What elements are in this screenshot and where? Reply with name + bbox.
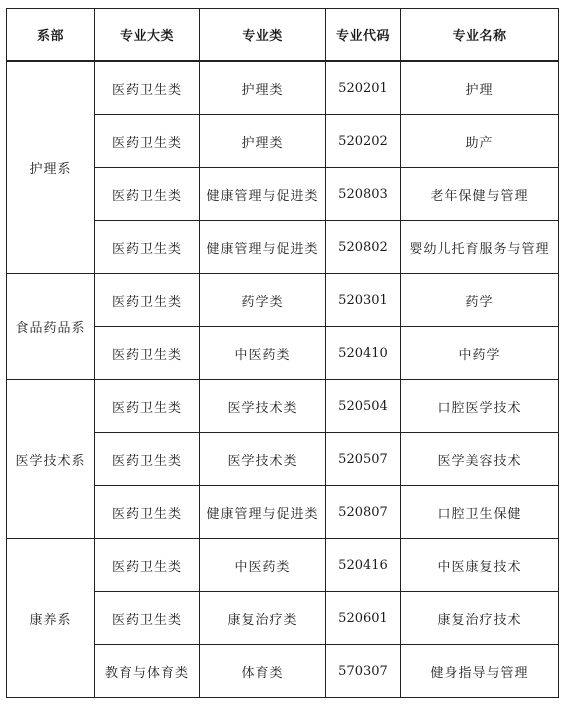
category-cell: 医药卫生类 [95,380,200,433]
category-cell: 医药卫生类 [95,433,200,486]
major-name-cell: 老年保健与管理 [401,168,559,221]
major-name-cell: 婴幼儿托育服务与管理 [401,221,559,274]
code-cell: 520202 [326,115,401,168]
category-cell: 医药卫生类 [95,274,200,327]
code-cell: 520504 [326,380,401,433]
category-cell: 教育与体育类 [95,645,200,698]
code-cell: 520507 [326,433,401,486]
category-cell: 医药卫生类 [95,327,200,380]
code-cell: 520201 [326,61,401,115]
code-cell: 520301 [326,274,401,327]
category-cell: 医药卫生类 [95,592,200,645]
code-cell: 520410 [326,327,401,380]
major-name-cell: 医学美容技术 [401,433,559,486]
table-container [6,8,559,698]
class-cell: 护理类 [200,61,326,115]
class-cell: 康复治疗类 [200,592,326,645]
header-row [7,9,559,62]
code-cell: 520803 [326,168,401,221]
category-cell: 医药卫生类 [95,115,200,168]
table-row [7,61,559,115]
category-cell: 医药卫生类 [95,61,200,115]
category-cell: 医药卫生类 [95,221,200,274]
category-cell: 医药卫生类 [95,168,200,221]
class-cell: 健康管理与促进类 [200,168,326,221]
code-cell: 520416 [326,539,401,592]
department-cell: 护理系 [7,61,95,274]
major-name-cell: 健身指导与管理 [401,645,559,698]
class-cell: 药学类 [200,274,326,327]
class-cell: 健康管理与促进类 [200,221,326,274]
major-name-cell: 助产 [401,115,559,168]
code-cell: 520601 [326,592,401,645]
header-name: 专业名称 [401,9,559,62]
code-cell: 520802 [326,221,401,274]
class-cell: 健康管理与促进类 [200,486,326,539]
class-cell: 中医药类 [200,327,326,380]
major-name-cell: 口腔医学技术 [401,380,559,433]
major-name-cell: 康复治疗技术 [401,592,559,645]
table-row [7,274,559,327]
header-code: 专业代码 [326,9,401,62]
class-cell: 中医药类 [200,539,326,592]
department-cell: 医学技术系 [7,380,95,539]
major-name-cell: 中医康复技术 [401,539,559,592]
class-cell: 医学技术类 [200,433,326,486]
table-row [7,539,559,592]
table-row [7,380,559,433]
class-cell: 医学技术类 [200,380,326,433]
department-cell: 食品药品系 [7,274,95,380]
class-cell: 体育类 [200,645,326,698]
code-cell: 570307 [326,645,401,698]
category-cell: 医药卫生类 [95,486,200,539]
major-name-cell: 中药学 [401,327,559,380]
table-body [7,61,559,698]
major-table [6,8,559,698]
major-name-cell: 护理 [401,61,559,115]
class-cell: 护理类 [200,115,326,168]
header-department: 系部 [7,9,95,62]
header-category: 专业大类 [95,9,200,62]
major-name-cell: 药学 [401,274,559,327]
department-cell: 康养系 [7,539,95,698]
major-name-cell: 口腔卫生保健 [401,486,559,539]
header-class: 专业类 [200,9,326,62]
category-cell: 医药卫生类 [95,539,200,592]
code-cell: 520807 [326,486,401,539]
